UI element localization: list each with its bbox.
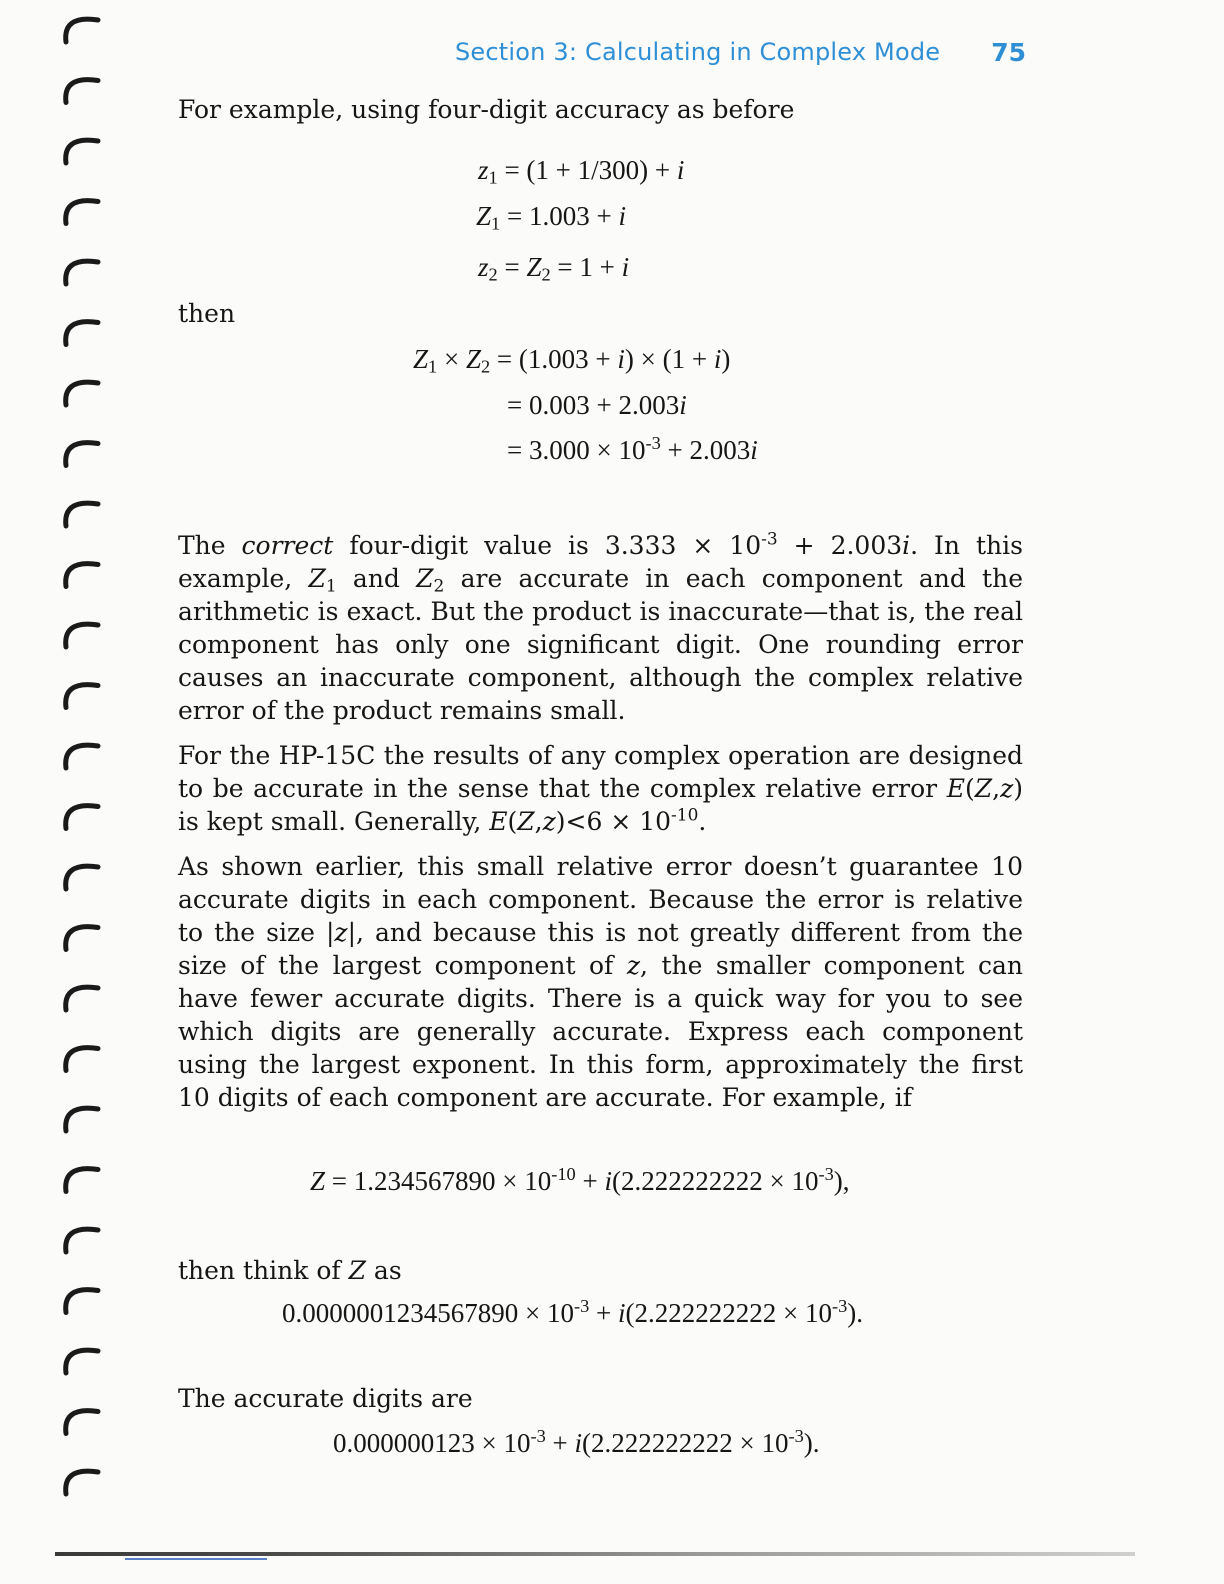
- binding-hook: [66, 1229, 98, 1252]
- page-number: 75: [991, 38, 1026, 67]
- binding-hook: [66, 1169, 98, 1192]
- binding-rings: [54, 0, 114, 1584]
- binding-hook: [66, 201, 98, 224]
- binding-hook: [66, 261, 98, 284]
- equation-z2: $z_2 = Z_2 = 1 + i$: [478, 252, 630, 285]
- equation-z1: $z_1 = (1 + 1/300) + i$: [478, 155, 685, 188]
- accurate-digits-line: The accurate digits are: [178, 1384, 473, 1413]
- binding-hook: [66, 322, 98, 345]
- intro-line: For example, using four-digit accuracy as before: [178, 95, 795, 124]
- equation-Z1: $Z_1 = 1.003 + i$: [476, 201, 626, 234]
- spiral-binding: [54, 0, 114, 1584]
- binding-hook: [66, 564, 98, 587]
- binding-hook: [66, 745, 98, 768]
- binding-hook: [66, 1048, 98, 1071]
- binding-hook: [66, 19, 98, 42]
- binding-hook: [66, 1411, 98, 1434]
- binding-hook: [66, 987, 98, 1010]
- bottom-rule: [55, 1552, 1135, 1556]
- equation-product-line2: = 0.003 + 2.003i: [507, 390, 687, 420]
- paragraph-correct-value: The correct four-digit value is $3.333 \times 10^{-3} + 2.003i$. In this example, $Z_1$ and $Z_2$ are accurate in each component and the arithmetic is exact. But the product is inaccurate—that is, the real component has only one significant digit. One rounding error causes an inaccurate component, although the complex relative error of the product remains small.: [178, 529, 1023, 725]
- binding-hook: [66, 866, 98, 889]
- equation-product: $Z_1 \times Z_2 = (1.003 + i) \times (1 + i)$: [413, 344, 731, 377]
- binding-hook: [66, 624, 98, 647]
- page-header: [455, 38, 1030, 72]
- binding-hook: [66, 503, 98, 526]
- binding-hook: [66, 1290, 98, 1313]
- equation-product-line3: = $3.000 \times 10^{-3} + 2.003i$: [507, 432, 758, 465]
- binding-hook: [66, 1471, 98, 1494]
- bottom-accent-rule: [125, 1558, 267, 1560]
- binding-hook: [66, 806, 98, 829]
- section-title: Section 3: Calculating in Complex Mode: [455, 38, 941, 66]
- equation-think-Z: $0.0000001234567890 \times 10^{-3} + i(2.222222222 \times 10^{-3})$.: [282, 1295, 864, 1328]
- binding-hook: [66, 1108, 98, 1131]
- paragraph-hp15c: For the HP-15C the results of any complex operation are designed to be accurate in the sense that the complex relative error E(Z,z) is kept small. Generally, $E(Z,z)<6 \times 10^{-10}$.: [178, 741, 1023, 836]
- binding-hook: [66, 1350, 98, 1373]
- binding-hook: [66, 685, 98, 708]
- equation-example-Z: $Z = 1.234567890 \times 10^{-10} + i(2.222222222 \times 10^{-3})$,: [310, 1163, 850, 1196]
- binding-hook: [66, 927, 98, 950]
- paragraph-relative-error: As shown earlier, this small relative error doesn’t guarantee 10 accurate digits in each component. Because the error is relative to the size |z|, and because this is not greatly different from the size of the largest component of z, the smaller component can have fewer accurate digits. There is a quick way for you to see which digits are generally accurate. Express each component using the largest exponent. In this form, approximately the first 10 digits of each component are accurate. For example, if: [178, 852, 1023, 1112]
- think-line: then think of Z as: [178, 1256, 402, 1285]
- binding-hook: [66, 140, 98, 163]
- then-word: then: [178, 299, 236, 328]
- equation-accurate-digits: $0.000000123 \times 10^{-3} + i(2.222222222 \times 10^{-3})$.: [333, 1425, 820, 1458]
- binding-hook: [66, 382, 98, 405]
- binding-hook: [66, 80, 98, 103]
- binding-hook: [66, 443, 98, 466]
